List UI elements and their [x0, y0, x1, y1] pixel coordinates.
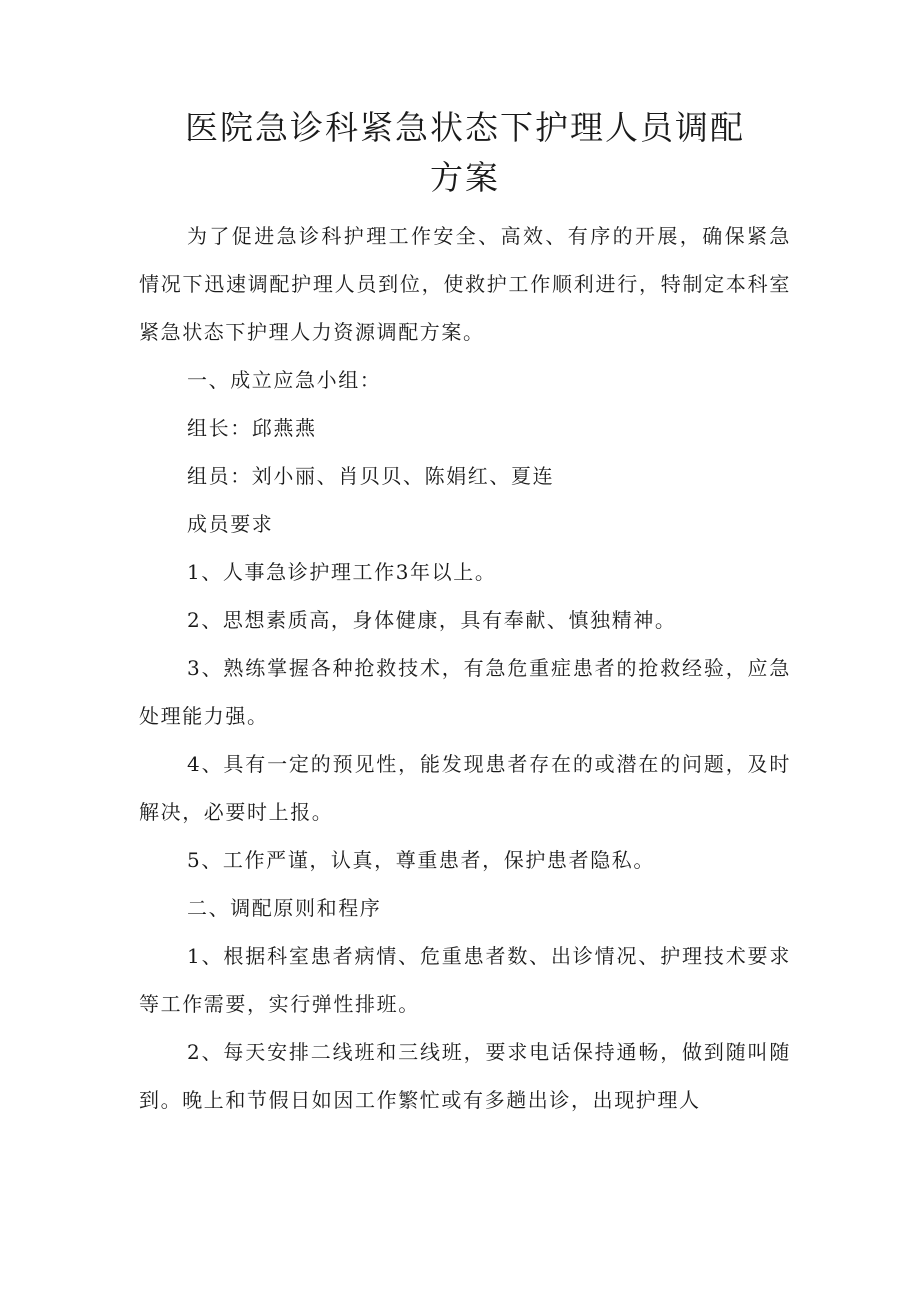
requirement-item-1: 1、人事急诊护理工作3年以上。: [187, 560, 497, 584]
document-title-line-2: 方案: [430, 158, 500, 197]
principle-item-1: 1、根据科室患者病情、危重患者数、出诊情况、护理技术要求等工作需要，实行弹性排班。: [139, 944, 791, 1016]
group-leader-line: 组长：邱燕燕: [187, 416, 317, 440]
section-heading-2: 二、调配原则和程序: [187, 896, 382, 920]
requirement-item-4: 4、具有一定的预见性，能发现患者存在的或潜在的问题，及时解决，必要时上报。: [139, 752, 791, 824]
requirement-item-5: 5、工作严谨，认真，尊重患者，保护患者隐私。: [187, 848, 655, 872]
document-body: [139, 212, 791, 1124]
intro-paragraph: 为了促进急诊科护理工作安全、高效、有序的开展，确保紧急情况下迅速调配护理人员到位，使救护工作顺利进行，特制定本科室紧急状态下护理人力资源调配方案。: [139, 224, 791, 344]
section-heading-1: 一、成立应急小组：: [187, 368, 382, 392]
member-requirements-heading: 成员要求: [187, 512, 274, 536]
requirement-item-3: 3、熟练掌握各种抢救技术，有急危重症患者的抢救经验，应急处理能力强。: [139, 656, 791, 728]
requirement-item-2: 2、思想素质高，身体健康，具有奉献、慎独精神。: [187, 608, 677, 632]
principle-item-2: 2、每天安排二线班和三线班，要求电话保持通畅，做到随叫随到。晚上和节假日如因工作繁忙或有多趟出诊，出现护理人: [139, 1040, 791, 1112]
document-title-line-1: 医院急诊科紧急状态下护理人员调配: [185, 108, 745, 147]
group-members-line: 组员：刘小丽、肖贝贝、陈娟红、夏连: [187, 464, 555, 488]
